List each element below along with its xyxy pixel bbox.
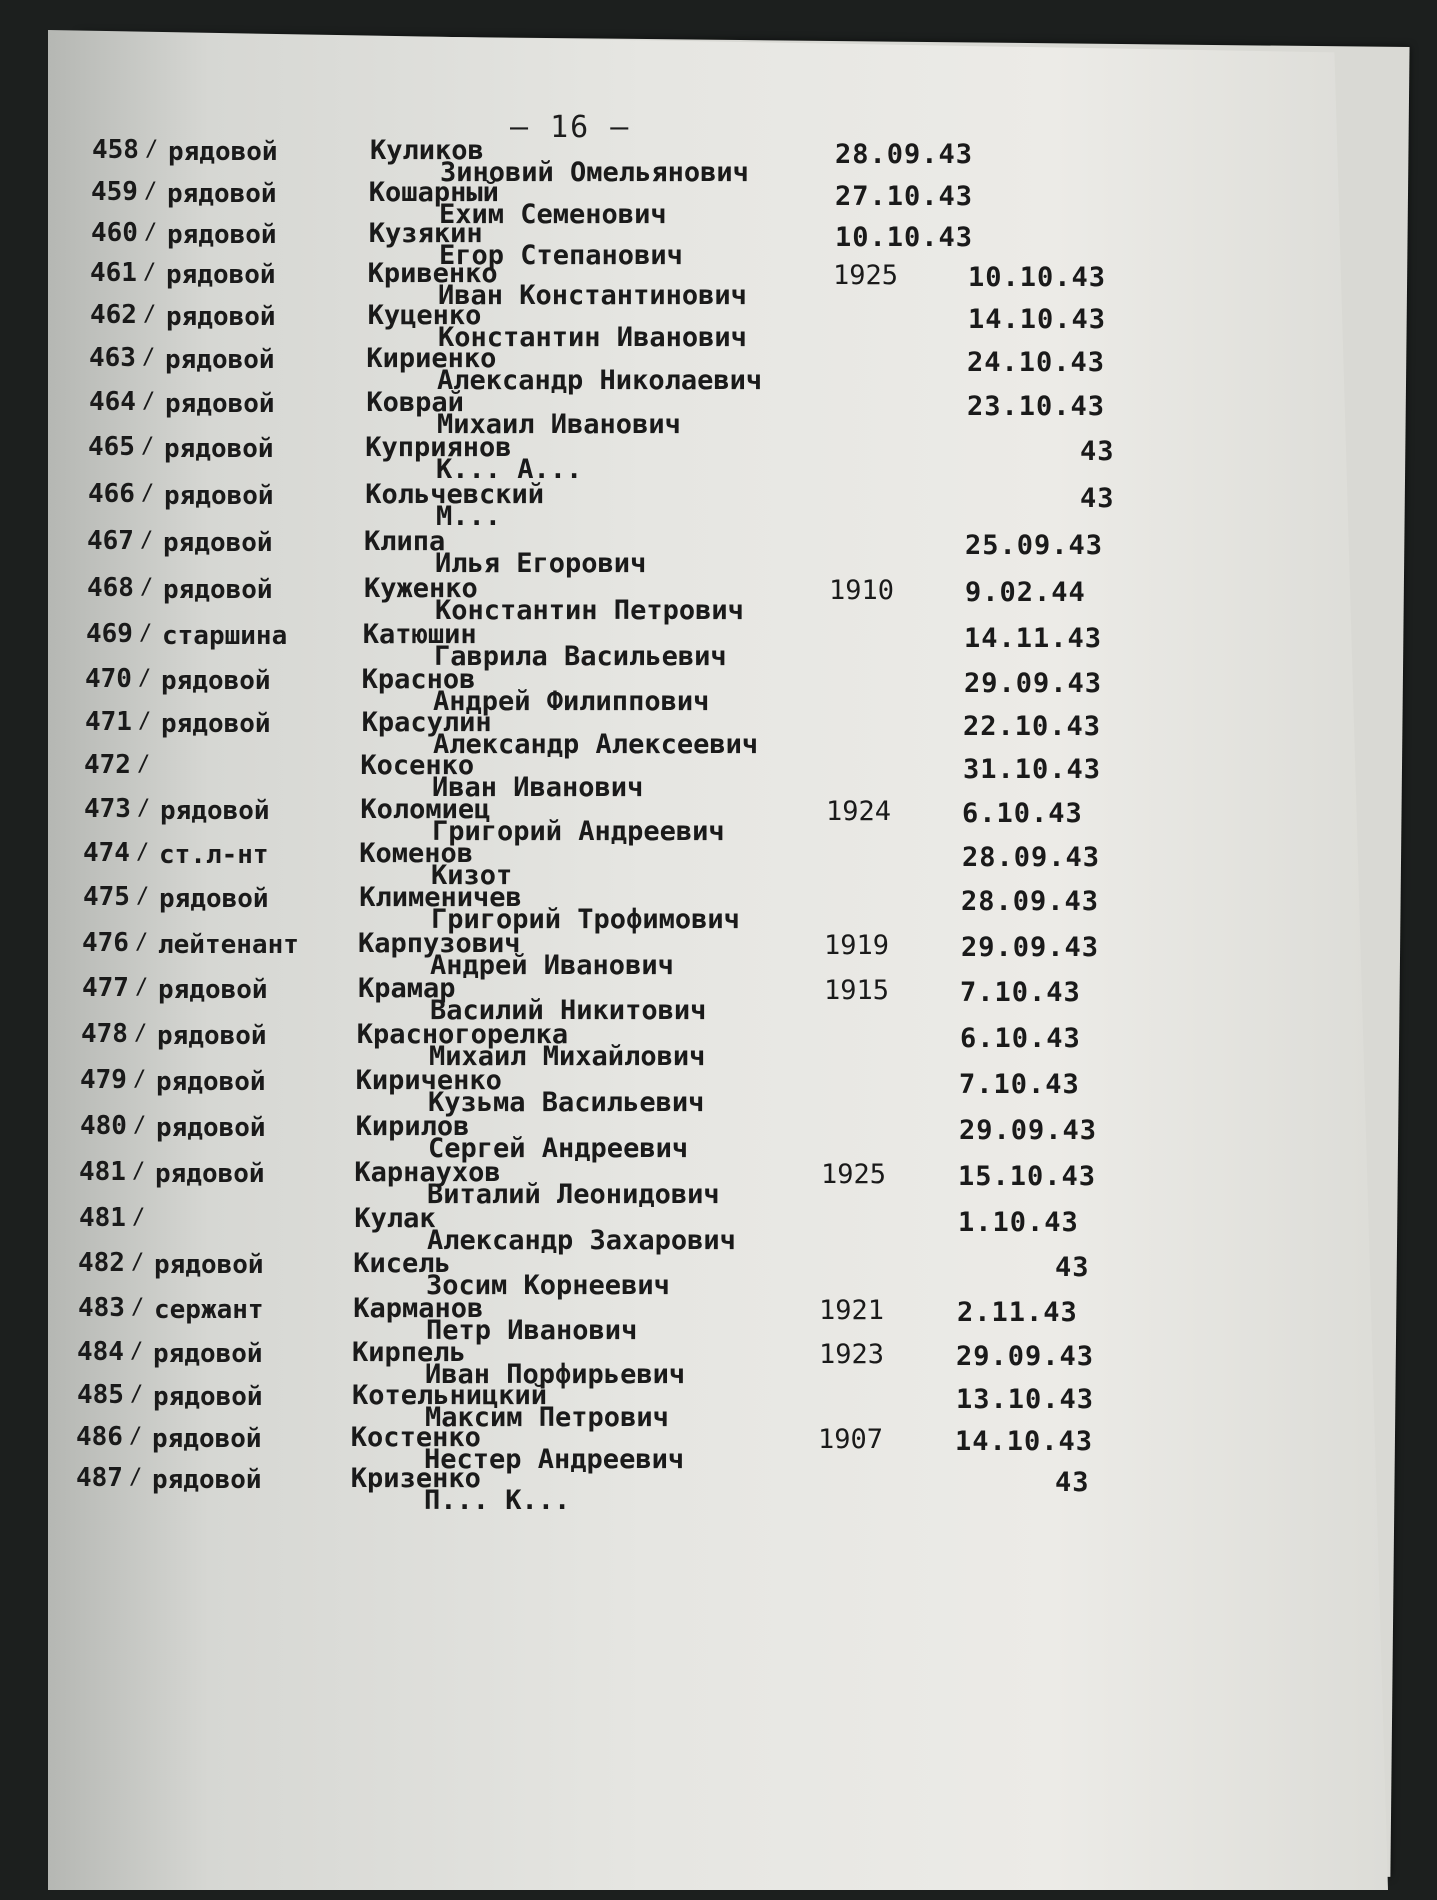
- record-birth-year: 1915: [824, 975, 890, 1006]
- record-given-names: Кузьма Васильевич: [428, 1087, 705, 1118]
- record-surname: Кузякин: [368, 218, 483, 249]
- record-number: 474: [83, 838, 130, 868]
- record-date: 28.09.43: [962, 842, 1101, 873]
- record-number: 477: [82, 973, 129, 1003]
- record-rank: рядовой: [161, 666, 271, 696]
- record-rank: рядовой: [156, 1067, 266, 1097]
- record-surname: Кулак: [354, 1203, 436, 1234]
- record-given-names: Александр Алексеевич: [433, 729, 759, 760]
- record-number: 486: [76, 1422, 123, 1452]
- record-given-names: Андрей Иванович: [430, 950, 674, 981]
- slash-mark: /: [133, 1113, 147, 1138]
- record-rank: рядовой: [152, 1424, 262, 1454]
- record-given-names: П... К...: [424, 1485, 571, 1516]
- record-given-names: Кизот: [431, 860, 513, 891]
- record-date: 29.09.43: [964, 668, 1103, 699]
- record-row: [0, 1463, 1437, 1516]
- record-date: 22.10.43: [963, 711, 1102, 742]
- record-date: 28.09.43: [961, 886, 1100, 917]
- record-number: 483: [78, 1293, 125, 1323]
- record-given-names: Александр Захарович: [427, 1225, 736, 1256]
- record-number: 469: [86, 619, 133, 649]
- record-rank: старшина: [162, 621, 288, 651]
- record-given-names: Константин Петрович: [435, 595, 744, 626]
- record-row: [0, 177, 1437, 230]
- record-number: 481: [79, 1157, 126, 1187]
- record-date: 2.11.43: [957, 1297, 1078, 1328]
- record-given-names: Ехим Семенович: [439, 199, 667, 230]
- record-surname: Клипа: [364, 526, 446, 557]
- record-rank: рядовой: [163, 575, 273, 605]
- slash-mark: /: [137, 796, 151, 821]
- record-number: 484: [77, 1337, 124, 1367]
- record-number: 482: [78, 1248, 125, 1278]
- page-number: – 16 –: [510, 110, 631, 145]
- record-date: 29.09.43: [961, 932, 1100, 963]
- record-date: 15.10.43: [958, 1161, 1097, 1192]
- record-surname: Карнаухов: [354, 1157, 501, 1188]
- slash-mark: /: [144, 220, 158, 245]
- record-surname: Карпузович: [358, 928, 521, 959]
- record-row: [0, 479, 1437, 532]
- slash-mark: /: [133, 1067, 147, 1092]
- record-surname: Кириченко: [355, 1065, 502, 1096]
- record-birth-year: 1925: [833, 260, 899, 291]
- record-surname: Кошарный: [368, 177, 499, 208]
- record-row: [0, 707, 1437, 760]
- record-number: 465: [88, 432, 135, 462]
- slash-mark: /: [143, 260, 157, 285]
- record-rank: лейтенант: [158, 930, 299, 960]
- record-date: 31.10.43: [963, 754, 1102, 785]
- record-rank: рядовой: [164, 434, 274, 464]
- record-surname: Кисель: [353, 1248, 451, 1279]
- record-given-names: Максим Петрович: [425, 1402, 669, 1433]
- record-row: [0, 1337, 1437, 1390]
- record-given-names: К... А...: [436, 454, 583, 485]
- record-given-names: Егор Степанович: [439, 240, 683, 271]
- record-row: [0, 619, 1437, 672]
- record-date: 10.10.43: [968, 262, 1107, 293]
- record-surname: Коломиец: [360, 794, 491, 825]
- record-birth-year: 1921: [819, 1295, 885, 1326]
- record-surname: Куженко: [364, 573, 478, 604]
- record-surname: Крамар: [358, 973, 456, 1004]
- record-rank: рядовой: [166, 302, 276, 332]
- slash-mark: /: [135, 930, 149, 955]
- record-surname: Костенко: [350, 1422, 481, 1453]
- record-number: 470: [85, 664, 132, 694]
- slash-mark: /: [135, 975, 149, 1000]
- record-given-names: Гаврила Васильевич: [434, 641, 727, 672]
- record-number: 472: [84, 750, 131, 780]
- record-number: 481: [79, 1203, 126, 1233]
- record-date: 27.10.43: [835, 181, 974, 212]
- record-row: [0, 882, 1437, 935]
- record-given-names: Виталий Леонидович: [427, 1179, 720, 1210]
- record-date: 24.10.43: [967, 347, 1106, 378]
- slash-mark: /: [140, 575, 154, 600]
- record-rank: рядовой: [153, 1382, 263, 1412]
- record-number: 458: [92, 135, 139, 165]
- record-surname: Кириенко: [366, 343, 497, 374]
- record-birth-year: 1907: [818, 1424, 884, 1455]
- record-date: 29.09.43: [956, 1341, 1095, 1372]
- record-birth-year: 1925: [821, 1159, 887, 1190]
- record-rank: рядовой: [166, 260, 276, 290]
- record-given-names: Нестер Андреевич: [424, 1444, 685, 1475]
- record-given-names: Иван Константинович: [438, 280, 747, 311]
- slash-mark: /: [131, 1295, 145, 1320]
- record-row: [0, 573, 1437, 626]
- record-given-names: Григорий Трофимович: [431, 904, 740, 935]
- record-row: [0, 1422, 1437, 1475]
- record-number: 460: [91, 218, 138, 248]
- record-date: 43: [1055, 1467, 1090, 1498]
- slash-mark: /: [130, 1339, 144, 1364]
- record-birth-year: 1923: [819, 1339, 885, 1370]
- record-rank: рядовой: [157, 1021, 267, 1051]
- record-number: 467: [87, 526, 134, 556]
- record-row: [0, 300, 1437, 353]
- record-date: 7.10.43: [959, 1069, 1080, 1100]
- slash-mark: /: [136, 884, 150, 909]
- slash-mark: /: [137, 752, 151, 777]
- slash-mark: /: [129, 1424, 143, 1449]
- record-given-names: Андрей Филиппович: [433, 686, 710, 717]
- record-given-names: Иван Порфирьевич: [425, 1359, 686, 1390]
- record-date: 10.10.43: [835, 222, 974, 253]
- record-number: 478: [81, 1019, 128, 1049]
- record-row: [0, 258, 1437, 311]
- record-surname: Коменов: [359, 838, 473, 869]
- record-given-names: Иван Иванович: [432, 772, 644, 803]
- record-row: [0, 664, 1437, 717]
- record-row: [0, 1019, 1437, 1072]
- record-row: [0, 1293, 1437, 1346]
- record-rank: рядовой: [168, 137, 278, 167]
- record-given-names: Александр Николаевич: [437, 365, 763, 396]
- slash-mark: /: [134, 1021, 148, 1046]
- record-number: 475: [83, 882, 130, 912]
- slash-mark: /: [138, 709, 152, 734]
- record-row: [0, 343, 1437, 396]
- record-number: 463: [89, 343, 136, 373]
- record-surname: Коврай: [366, 387, 464, 418]
- record-row: [0, 218, 1437, 271]
- record-row: [0, 526, 1437, 579]
- slash-mark: /: [141, 481, 155, 506]
- record-rank: рядовой: [156, 1113, 266, 1143]
- record-row: [0, 1248, 1437, 1301]
- slash-mark: /: [132, 1159, 146, 1184]
- record-number: 464: [89, 387, 136, 417]
- slash-mark: /: [131, 1250, 145, 1275]
- record-row: [0, 928, 1437, 981]
- slash-mark: /: [136, 840, 150, 865]
- record-date: 43: [1080, 483, 1115, 514]
- record-rank: ст.л-нт: [159, 840, 269, 870]
- record-surname: Кольчевский: [365, 479, 544, 510]
- record-surname: Котельницкий: [352, 1380, 548, 1411]
- slash-mark: /: [144, 179, 158, 204]
- record-surname: Косенко: [360, 750, 475, 781]
- record-number: 476: [82, 928, 129, 958]
- record-number: 473: [84, 794, 131, 824]
- record-number: 459: [91, 177, 138, 207]
- slash-mark: /: [142, 389, 156, 414]
- slash-mark: /: [140, 528, 154, 553]
- record-rank: рядовой: [159, 884, 269, 914]
- record-date: 29.09.43: [959, 1115, 1098, 1146]
- record-number: 480: [80, 1111, 127, 1141]
- record-given-names: Константин Иванович: [438, 322, 747, 353]
- record-date: 28.09.43: [835, 139, 974, 170]
- record-date: 1.10.43: [958, 1207, 1079, 1238]
- record-date: 43: [1055, 1252, 1090, 1283]
- record-rank: рядовой: [164, 481, 274, 511]
- record-rank: рядовой: [154, 1250, 264, 1280]
- record-given-names: Сергей Андреевич: [428, 1133, 689, 1164]
- record-birth-year: 1924: [826, 796, 892, 827]
- record-rank: рядовой: [163, 528, 273, 558]
- record-row: [0, 387, 1437, 440]
- record-rank: сержант: [154, 1295, 264, 1325]
- record-rank: рядовой: [153, 1339, 263, 1369]
- record-given-names: Михаил Иванович: [437, 409, 681, 440]
- record-rank: рядовой: [152, 1465, 262, 1495]
- record-rank: рядовой: [167, 220, 277, 250]
- slash-mark: /: [143, 302, 157, 327]
- record-given-names: Григорий Андреевич: [432, 816, 725, 847]
- slash-mark: /: [132, 1205, 146, 1230]
- record-surname: Красногорелка: [356, 1019, 569, 1050]
- record-date: 13.10.43: [956, 1384, 1095, 1415]
- slash-mark: /: [141, 434, 155, 459]
- record-surname: Красулин: [361, 707, 492, 738]
- slash-mark: /: [145, 137, 159, 162]
- record-row: [0, 1157, 1437, 1210]
- record-number: 466: [88, 479, 135, 509]
- record-number: 485: [77, 1380, 124, 1410]
- slash-mark: /: [138, 666, 152, 691]
- record-row: [0, 1380, 1437, 1433]
- record-row: [0, 973, 1437, 1026]
- record-rank: рядовой: [158, 975, 268, 1005]
- record-rank: рядовой: [167, 179, 277, 209]
- record-row: [0, 1111, 1437, 1164]
- record-rank: рядовой: [165, 345, 275, 375]
- record-surname: Карманов: [353, 1293, 484, 1324]
- record-given-names: Зосим Корнеевич: [426, 1270, 670, 1301]
- record-given-names: М...: [436, 501, 502, 532]
- record-row: [0, 838, 1437, 891]
- record-surname: Куценко: [367, 300, 482, 331]
- record-date: 25.09.43: [965, 530, 1104, 561]
- record-surname: Краснов: [361, 664, 476, 695]
- record-date: 6.10.43: [962, 798, 1083, 829]
- record-row: [0, 794, 1437, 847]
- record-date: 14.11.43: [964, 623, 1103, 654]
- record-row: [0, 1203, 1437, 1256]
- record-surname: Кривенко: [367, 258, 498, 289]
- record-date: 43: [1080, 436, 1115, 467]
- record-surname: Куликов: [370, 135, 484, 166]
- record-given-names: Петр Иванович: [426, 1315, 638, 1346]
- record-surname: Катюшин: [362, 619, 477, 650]
- record-given-names: Илья Егорович: [435, 548, 647, 579]
- record-date: 23.10.43: [967, 391, 1106, 422]
- record-date: 7.10.43: [960, 977, 1081, 1008]
- record-rank: рядовой: [160, 796, 270, 826]
- record-given-names: Василий Никитович: [430, 995, 707, 1026]
- record-given-names: Михаил Михайлович: [429, 1041, 706, 1072]
- record-row: [0, 135, 1437, 188]
- record-row: [0, 1065, 1437, 1118]
- record-number: 479: [80, 1065, 127, 1095]
- record-number: 468: [87, 573, 134, 603]
- record-date: 14.10.43: [968, 304, 1107, 335]
- record-birth-year: 1919: [824, 930, 890, 961]
- record-date: 14.10.43: [955, 1426, 1094, 1457]
- slash-mark: /: [139, 621, 153, 646]
- record-surname: Кирилов: [355, 1111, 470, 1142]
- record-number: 471: [85, 707, 132, 737]
- record-row: [0, 432, 1437, 485]
- record-number: 462: [90, 300, 137, 330]
- record-number: 487: [76, 1463, 123, 1493]
- record-birth-year: 1910: [829, 575, 895, 606]
- record-date: 6.10.43: [960, 1023, 1081, 1054]
- slash-mark: /: [142, 345, 156, 370]
- record-surname: Кирпель: [352, 1337, 466, 1368]
- record-surname: Клименичев: [359, 882, 522, 913]
- record-row: [0, 750, 1437, 803]
- record-number: 461: [90, 258, 137, 288]
- record-surname: Кризенко: [350, 1463, 481, 1494]
- record-rank: рядовой: [155, 1159, 265, 1189]
- record-rank: рядовой: [161, 709, 271, 739]
- slash-mark: /: [129, 1465, 143, 1490]
- record-surname: Куприянов: [365, 432, 512, 463]
- record-date: 9.02.44: [965, 577, 1086, 608]
- slash-mark: /: [130, 1382, 144, 1407]
- record-rank: рядовой: [165, 389, 275, 419]
- record-given-names: Зиновий Омельянович: [440, 157, 749, 188]
